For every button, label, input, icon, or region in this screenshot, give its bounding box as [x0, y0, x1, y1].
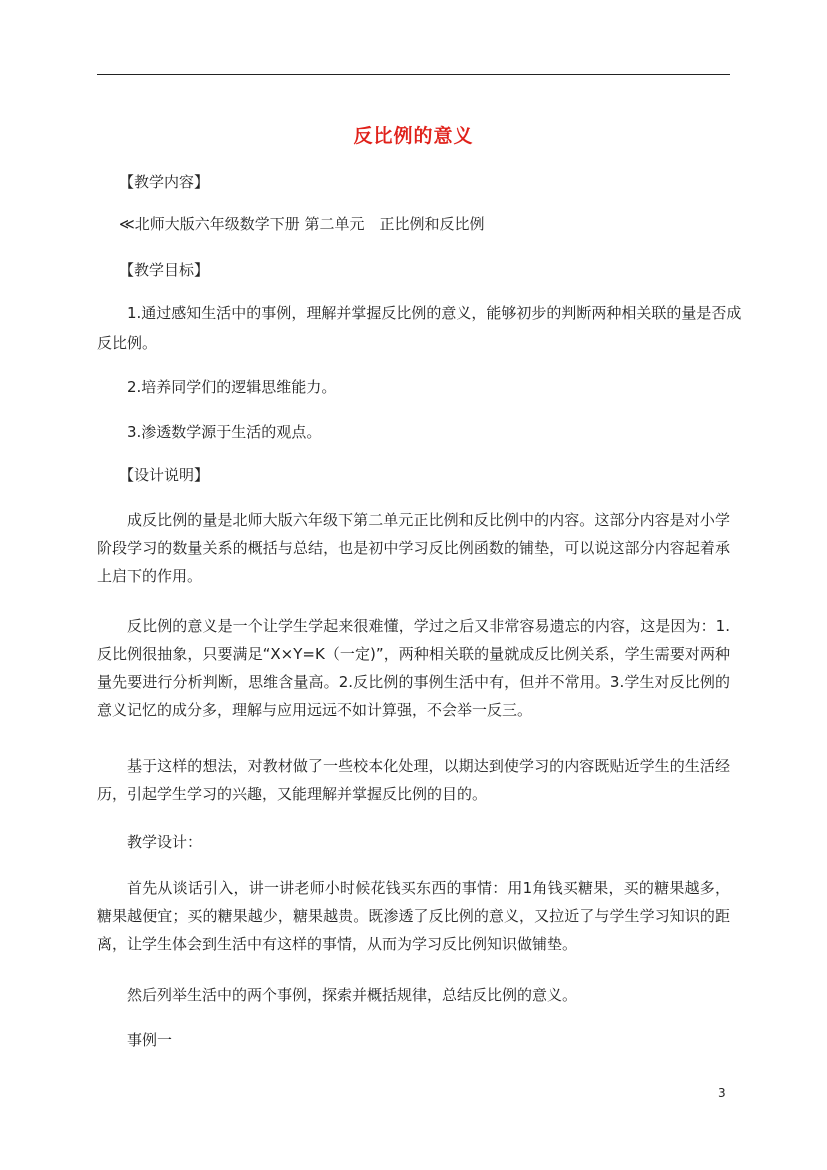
header-rule [97, 74, 730, 75]
paragraph-4 [97, 874, 730, 958]
page-title: 反比例的意义 [353, 125, 474, 147]
teaching-design-label: 教学设计： [127, 833, 203, 851]
paragraph-2 [97, 612, 730, 724]
page-number: 3 [718, 1086, 726, 1100]
teaching-content-line: ≪北师大版六年级数学下册 第二单元 正比例和反比例 [119, 215, 485, 233]
paragraph-3-text: 基于这样的想法，对教材做了一些校本化处理，以期达到使学习的内容既贴近学生的生活经历，引起学生学习的兴趣，又能理解并掌握反比例的目的。 [97, 757, 730, 803]
paragraph-2-text: 反比例的意义是一个让学生学起来很难懂，学过之后又非常容易遗忘的内容，这是因为：1.反比例很抽象，只要满足“X×Y=K（一定)”，两种相关联的量就成反比例关系，学生需要对两种量先要进行分析判断，思维含量高。2.反比例的事例生活中有，但并不常用。3.学生对反比例的意义记忆的成分多，理解与应用远远不如计算强，不会举一反三。 [97, 617, 730, 719]
paragraph-3 [97, 752, 730, 808]
heading-design-notes: 【设计说明】 [119, 466, 210, 484]
goal-1-line-2: 反比例。 [97, 334, 158, 352]
paragraph-5: 然后列举生活中的两个事例，探索并概括规律，总结反比例的意义。 [127, 986, 578, 1004]
paragraph-1 [97, 506, 730, 590]
goal-2: 2.培养同学们的逻辑思维能力。 [127, 378, 337, 396]
paragraph-1-text: 成反比例的量是北师大版六年级下第二单元正比例和反比例中的内容。这部分内容是对小学阶段学习的数量关系的概括与总结，也是初中学习反比例函数的铺垫，可以说这部分内容起着承上启下的作用。 [97, 511, 730, 585]
example-1-label: 事例一 [127, 1031, 173, 1049]
heading-teaching-goals: 【教学目标】 [119, 261, 210, 279]
paragraph-4-text: 首先从谈话引入，讲一讲老师小时候花钱买东西的事情：用1角钱买糖果，买的糖果越多，糖果越便宜；买的糖果越少，糖果越贵。既渗透了反比例的意义，又拉近了与学生学习知识的距离，让学生体会到生活中有这样的事情，从而为学习反比例知识做铺垫。 [97, 879, 730, 953]
goal-1-line-1: 1.通过感知生活中的事例，理解并掌握反比例的意义，能够初步的判断两种相关联的量是否成 [127, 304, 742, 322]
heading-teaching-content: 【教学内容】 [119, 173, 210, 191]
goal-3: 3.渗透数学源于生活的观点。 [127, 423, 322, 441]
